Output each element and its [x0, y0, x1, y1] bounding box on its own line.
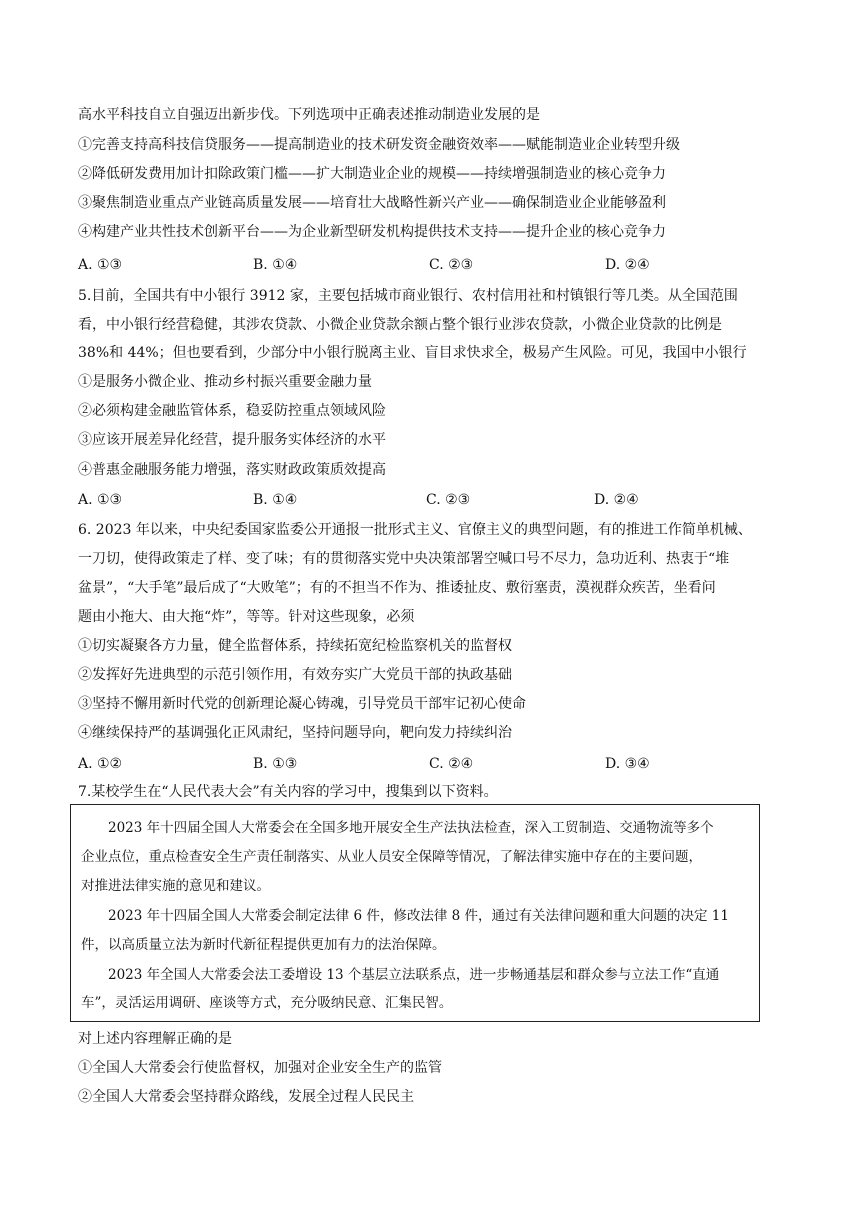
q5-item-1: ①是服务小微企业、推动乡村振兴重要金融力量 — [78, 374, 372, 390]
q4-options — [78, 251, 778, 280]
q7-material-line-6: 2023 年全国人大常委会法工委增设 13 个基层立法联系点，进一步畅通基层和群众参与立法工作“直通 — [81, 967, 720, 983]
q4-item-4: ④构建产业共性技术创新平台——为企业新型研发机构提供技术支持——提升企业的核心竞争力 — [78, 224, 666, 240]
q5-options — [78, 486, 778, 515]
q6-option-a[interactable]: A. ①② — [78, 756, 123, 772]
q6-stem-line-3: 盆景”，“大手笔”最后成了“大败笔”；有的不担当不作为、推诿扯皮、敷衍塞责，漠视群众疾苦，坐看问 — [78, 580, 716, 596]
q7-item-1: ①全国人大常委会行使监督权，加强对企业安全生产的监管 — [78, 1060, 442, 1076]
q5-stem-line-1: 5.目前，全国共有中小银行 3912 家，主要包括城市商业银行、农村信用社和村镇银行等几类。从全国范围 — [78, 288, 738, 304]
q5-item-4: ④普惠金融服务能力增强，落实财政政策质效提高 — [78, 462, 386, 478]
q4-item-1: ①完善支持高科技信贷服务——提高制造业的技术研发资金融资效率——赋能制造业企业转型升级 — [78, 137, 680, 153]
q4-option-c[interactable]: C. ②③ — [429, 257, 474, 273]
q5-option-c[interactable]: C. ②③ — [426, 492, 471, 508]
q7-material-line-7: 车”，灵活运用调研、座谈等方式，充分吸纳民意、汇集民智。 — [81, 995, 453, 1011]
q7-material-line-1: 2023 年十四届全国人大常委会在全国多地开展安全生产法执法检查，深入工贸制造、交通物流等多个 — [81, 820, 714, 836]
q5-option-d[interactable]: D. ②④ — [594, 492, 639, 508]
q7-question: 对上述内容理解正确的是 — [78, 1031, 232, 1047]
q6-stem-line-2: 一刀切，使得政策走了样、变了味；有的贯彻落实党中央决策部署空喊口号不尽力，急功近利、热衷于“堆 — [78, 551, 730, 567]
q6-options — [78, 750, 778, 779]
q5-item-3: ③应该开展差异化经营，提升服务实体经济的水平 — [78, 432, 386, 448]
q7-intro: 7.某校学生在“人民代表大会”有关内容的学习中，搜集到以下资料。 — [78, 784, 498, 800]
q6-item-3: ③坚持不懈用新时代党的创新理论凝心铸魂，引导党员干部牢记初心使命 — [78, 696, 526, 712]
q6-option-c[interactable]: C. ②④ — [429, 756, 474, 772]
q5-item-2: ②必须构建金融监管体系，稳妥防控重点领域风险 — [78, 403, 386, 419]
q4-item-2: ②降低研发费用加计扣除政策门槛——扩大制造业企业的规模——持续增强制造业的核心竞争力 — [78, 166, 666, 182]
q6-stem-line-1: 6. 2023 年以来，中央纪委国家监委公开通报一批形式主义、官僚主义的典型问题，有的推进工作简单机械、 — [78, 522, 752, 538]
q4-option-d[interactable]: D. ②④ — [605, 257, 650, 273]
q5-option-b[interactable]: B. ①④ — [253, 492, 298, 508]
q4-option-b[interactable]: B. ①④ — [253, 257, 298, 273]
q4-intro: 高水平科技自立自强迈出新步伐。下列选项中正确表述推动制造业发展的是 — [78, 107, 540, 123]
q7-material-line-4: 2023 年十四届全国人大常委会制定法律 6 件，修改法律 8 件，通过有关法律问题和重大问题的决定 11 — [81, 908, 729, 924]
q5-stem-line-2: 看，中小银行经营稳健，其涉农贷款、小微企业贷款余额占整个银行业涉农贷款，小微企业贷款的比例是 — [78, 317, 722, 333]
q6-item-4: ④继续保持严的基调强化正风肃纪，坚持问题导向，靶向发力持续纠治 — [78, 725, 512, 741]
q7-material-line-3: 对推进法律实施的意见和建议。 — [81, 878, 270, 894]
q7-item-2: ②全国人大常委会坚持群众路线，发展全过程人民民主 — [78, 1089, 414, 1105]
q6-item-1: ①切实凝聚各方力量，健全监督体系，持续拓宽纪检监察机关的监督权 — [78, 638, 512, 654]
q6-option-b[interactable]: B. ①③ — [253, 756, 298, 772]
q6-option-d[interactable]: D. ③④ — [605, 756, 650, 772]
q4-item-3: ③聚焦制造业重点产业链高质量发展——培育壮大战略性新兴产业——确保制造业企业能够盈利 — [78, 195, 666, 211]
q5-option-a[interactable]: A. ①③ — [78, 492, 123, 508]
q7-material-line-5: 件，以高质量立法为新时代新征程提供更加有力的法治保障。 — [81, 937, 446, 953]
q6-stem-line-4: 题由小拖大、由大拖“炸”，等等。针对这些现象，必须 — [78, 609, 415, 625]
q5-stem-line-3: 38%和 44%；但也要看到，少部分中小银行脱离主业、盲目求快求全，极易产生风险。可见，我国中小银行 — [78, 345, 747, 361]
q4-option-a[interactable]: A. ①③ — [78, 257, 123, 273]
q6-item-2: ②发挥好先进典型的示范引领作用，有效夯实广大党员干部的执政基础 — [78, 667, 512, 683]
q7-material-line-2: 企业点位，重点检查安全生产责任制落实、从业人员安全保障等情况，了解法律实施中存在的主要问题， — [81, 849, 702, 865]
q7-material-box — [70, 804, 760, 1022]
